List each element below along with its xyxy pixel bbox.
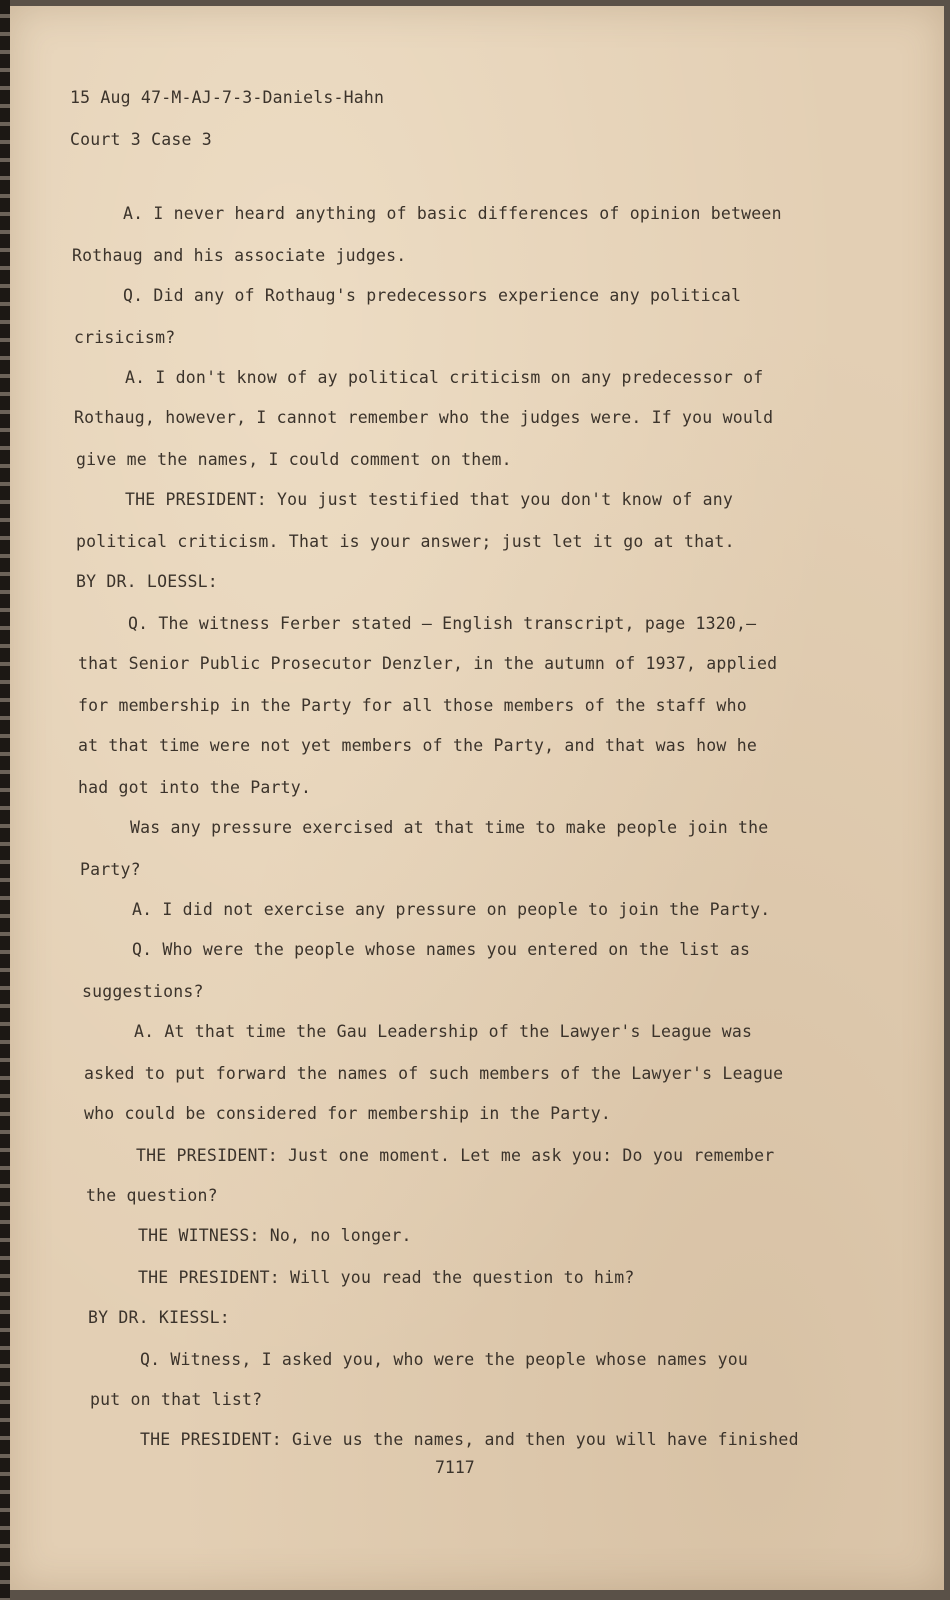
- transcript-line: Q. Witness, I asked you, who were the people whose names you: [140, 1350, 749, 1369]
- left-edge-strip: [0, 0, 10, 1600]
- transcript-line: THE PRESIDENT: You just testified that you don't know of any: [125, 490, 734, 509]
- transcript-line: political criticism. That is your answer; just let it go at that.: [76, 532, 735, 551]
- transcript-line: at that time were not yet members of the Party, and that was how he: [78, 736, 757, 755]
- transcript-line: Q. Who were the people whose names you entered on the list as: [132, 940, 751, 959]
- transcript-line: Rothaug, however, I cannot remember who the judges were. If you would: [74, 408, 774, 427]
- typewritten-page: [10, 6, 944, 1590]
- transcript-line: THE PRESIDENT: Just one moment. Let me ask you: Do you remember: [136, 1146, 775, 1165]
- page-number: 7117: [435, 1458, 475, 1477]
- transcript-line: A. I did not exercise any pressure on people to join the Party.: [132, 900, 771, 919]
- transcript-line: THE PRESIDENT: Give us the names, and then you will have finished: [140, 1430, 799, 1449]
- transcript-line: A. I never heard anything of basic differences of opinion between: [123, 204, 782, 223]
- header-line: 15 Aug 47-M-AJ-7-3-Daniels-Hahn: [70, 88, 385, 107]
- transcript-line: Was any pressure exercised at that time to make people join the: [130, 818, 769, 837]
- transcript-line: A. At that time the Gau Leadership of the Lawyer's League was: [134, 1022, 753, 1041]
- transcript-line: for membership in the Party for all those members of the staff who: [78, 696, 747, 715]
- transcript-line: Party?: [80, 860, 141, 879]
- transcript-line: the question?: [86, 1186, 218, 1205]
- transcript-line: THE WITNESS: No, no longer.: [138, 1226, 412, 1245]
- transcript-line: that Senior Public Prosecutor Denzler, in the autumn of 1937, applied: [78, 654, 778, 673]
- transcript-line: Q. The witness Ferber stated — English transcript, page 1320,—: [128, 614, 757, 633]
- transcript-line: crisicism?: [74, 328, 176, 347]
- transcript-line: BY DR. KIESSL:: [88, 1308, 230, 1327]
- transcript-line: put on that list?: [90, 1390, 263, 1409]
- transcript-line: THE PRESIDENT: Will you read the question to him?: [138, 1268, 635, 1287]
- transcript-line: had got into the Party.: [78, 778, 312, 797]
- transcript-line: give me the names, I could comment on them.: [76, 450, 512, 469]
- transcript-line: BY DR. LOESSL:: [76, 572, 218, 591]
- header-line: Court 3 Case 3: [70, 130, 212, 149]
- transcript-line: who could be considered for membership in the Party.: [84, 1104, 611, 1123]
- transcript-line: suggestions?: [82, 982, 204, 1001]
- transcript-line: Q. Did any of Rothaug's predecessors experience any political: [123, 286, 742, 305]
- transcript-line: A. I don't know of ay political criticism on any predecessor of: [125, 368, 764, 387]
- transcript-line: asked to put forward the names of such members of the Lawyer's League: [84, 1064, 784, 1083]
- transcript-line: Rothaug and his associate judges.: [72, 246, 407, 265]
